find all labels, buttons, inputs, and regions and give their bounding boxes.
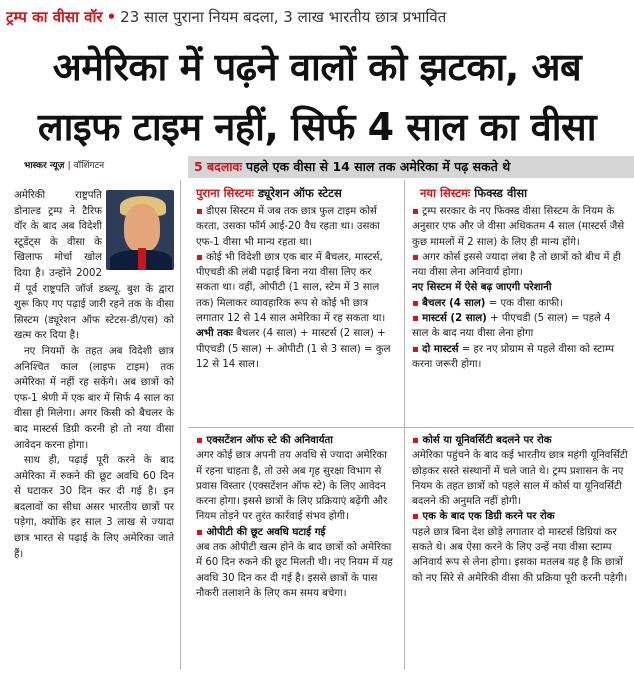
byline (24, 158, 104, 171)
kicker-label: ट्रम्प का वीसा वॉर (6, 8, 103, 26)
new-system-bullet-2: अगर कोर्स इससे ज्यादा लंबा है तो छात्रों को बीच में ही नया वीसा लेना अनिवार्य होगा। (412, 251, 621, 279)
new-system-row-3-label: दो मास्टर्स (422, 343, 459, 355)
new-system-row-1-label: बैचलर (4 साल) (422, 297, 486, 309)
old-system-label: पुराना सिस्टमः (196, 186, 254, 200)
portrait-photo (106, 190, 174, 270)
old-system-box (196, 204, 396, 424)
new-system-heading (420, 184, 527, 202)
old-system-title: ड्यूरेशन ऑफ स्टेटस (257, 186, 342, 200)
opt-text: अब तक ओपीटी खत्म होने के बाद छात्रों को अमेरिका में 60 दिन रुकने की छूट मिलती थी। नए नियम में यह अवधि 30 दिन कर दी गई है। इससे छात्रों के पास नौकरी तलाशने के लिए कम समय बचेगा। (196, 542, 393, 599)
course-change-title: कोर्स या यूनिवर्सिटी बदलने पर रोक (422, 435, 552, 446)
kicker-bullet: • (106, 8, 117, 26)
new-system-row-1-text: = एक वीसा काफी। (488, 297, 564, 309)
new-system-subheading: नए सिस्टम में ऐसे बढ़ जाएगी परेशानी (412, 282, 552, 294)
kicker-text: 23 साल पुराना नियम बदला, 3 लाख भारतीय छात्र प्रभावित (120, 8, 447, 26)
left-article (14, 188, 174, 668)
extension-text: अगर कोई छात्र अपनी तय अवधि से ज्यादा अमेरिका में रहना चाहता है, तो उसे अब गृह सुरक्षा विभाग से प्रवास विस्तार (एक्सटेंशन ऑफ स्टे) के लिए आवेदन करना होगा। इससे छात्रों के लिए प्रक्रियाएं बढ़ेंगी और नियम तोड़ने पर तुरंत कार्रवाई संभव होगी। (196, 450, 388, 523)
byline-place: वॉशिंगटन (73, 161, 105, 171)
old-system-bullet-2: कोई भी विदेशी छात्र एक बार में बैचलर, मास्टर्स, पीएचडी की लंबी पढ़ाई बिना नया वीसा लिए कर सकता था। वहीं, ओपीटी (1 साल, स्टेम में 3 साल तक) मिलाकर व्यावहारिक रूप से कोई भी छात्र लगातार 12 से 14 साल अमेरिका में रह सकता था। (196, 251, 386, 325)
degree-title: एक के बाद एक डिग्री करने पर रोक (422, 511, 555, 523)
new-system-label: नया सिस्टमः (420, 186, 471, 200)
course-change-text: अमेरिका पहुंचने के बाद कई भारतीय छात्र महंगी यूनिवर्सिटी छोड़कर सस्ते संस्थानों में चले जाते थे। ट्रम्प प्रशासन के नए नियम के तहत छात्रों को पहले साल में कोर्स या यूनिवर्सिटी बदलने की अनुमति नहीं होगी। (412, 450, 628, 508)
old-system-heading (196, 184, 342, 202)
bullet-icon: ▪ (412, 313, 419, 325)
extension-box (196, 433, 396, 671)
photo-face (124, 204, 160, 252)
bullet-icon: ▪ (412, 511, 419, 523)
bullet-icon: ▪ (412, 297, 419, 309)
bullet-icon: ▪ (412, 206, 419, 217)
byline-agency: भास्कर न्यूज़ (24, 161, 65, 171)
new-system-row-3-text: = हर नए प्रोग्राम से पहले वीसा को स्टाम्प करना जरूरी होगा। (412, 343, 614, 370)
new-system-row-2-label: मास्टर्स (2 साल) (422, 313, 487, 325)
column-divider-left (180, 180, 181, 670)
banner-tag: 5 बदलावः (194, 159, 243, 174)
degree-text: पहले छात्र बिना देश छोड़े लगातार दो मास्टर्स डिग्रियां कर सकते थे। अब ऐसा करने के लिए उन्हें नया वीसा स्टाम्प अनिवार्य रूप से लेना होगा। इसका मतलब यह है कि छात्रों को नए सिरे से अमेरिकी वीसा की प्रक्रिया पूरी करनी पड़ेगी। (412, 526, 628, 584)
section-divider (188, 427, 634, 428)
bullet-icon: ▪ (196, 526, 203, 538)
bullet-icon: ▪ (412, 435, 419, 446)
course-change-box (412, 433, 628, 671)
new-system-title: फिक्स्ड वीसा (474, 186, 528, 200)
extension-title: एक्सटेंशन ऑफ स्टे की अनिवार्यता (206, 435, 333, 446)
old-system-bullet-1: डीएस सिस्टम में जब तक छात्र फुल टाइम कोर्स करता, उसका फॉर्म आई-20 वैध रहता था। उसका एफ-1 वीसा भी मान्य रहता था। (196, 206, 380, 248)
old-system-example-text: बैचलर (4 साल) + मास्टर्स (2 साल) + पीएचडी (5 साल) + ओपीटी (1 से 3 साल) = कुल 12 से 14 साल। (196, 328, 391, 370)
article-paragraph-2: नए नियमों के तहत अब विदेशी छात्र अनिश्चित काल (लाइफ टाइम) तक अमेरिका में नहीं रह सकेंगे। अब छात्रों को एफ-1 श्रेणी में एक बार में सिर्फ 4 साल का वीसा ही मिलेगा। अगर किसी को बैचलर के बाद मास्टर्स डिग्री करनी हो तो नया वीसा आवेदन करना होगा। (14, 345, 174, 451)
article-paragraph-1: अमेरिकी राष्ट्रपति डोनाल्ड ट्रम्प ने टैरिफ वॉर के बाद अब विदेशी स्टूडेंट्स के वीसा के खिलाफ मोर्चा खोल दिया है। उन्होंने 2002 में पूर्व राष्ट्रपति जॉर्ज डब्ल्यू. बुश के द्वारा शुरू किए गए पढ़ाई जारी रहने तक के वीसा सिस्टम (ड्यूरेशन ऑफ स्टेटस-डी/एस) को खत्म कर दिया है। (14, 190, 174, 342)
old-system-example-label: अभी तकः (196, 328, 233, 340)
bullet-icon: ▪ (196, 435, 203, 446)
headline-line-1: अमेरिका में पढ़ने वालों को झटका, अब (52, 45, 582, 89)
byline-separator: | (67, 161, 71, 171)
article-paragraph-3: साथ ही, पढ़ाई पूरी करने के बाद अमेरिका में रुकने की छूट अवधि 60 दिन से घटाकर 30 दिन कर दी गई है। इन बदलावों का सीधा असर भारतीय छात्रों पर पड़ेगा, क्योंकि हर साल 3 लाख से ज्यादा छात्र भारत से पढ़ाई के लिए अमेरिका जाते हैं। (14, 455, 174, 560)
photo-tie (138, 248, 146, 270)
headline-line-2: लाइफ टाइम नहीं, सिर्फ 4 साल का वीसा (37, 105, 597, 149)
new-system-box (412, 204, 628, 424)
changes-banner (188, 156, 634, 178)
bullet-icon: ▪ (196, 206, 203, 217)
bullet-icon: ▪ (412, 343, 419, 355)
kicker (6, 4, 630, 30)
bullet-icon: ▪ (196, 251, 203, 263)
new-system-bullet-1: ट्रम्प सरकार के नए फिक्स्ड वीसा सिस्टम के नियम के अनुसार एफ और जे वीसा अधिकतम 4 साल (मास्टर्स जैसे कुछ मामलों में 2 साल) के लिए ही मान्य होंगे। (412, 206, 625, 248)
new-system-row-2-text: + पीएचडी (5 साल) = पहले 4 साल के बाद नया वीसा लेना होगा (412, 313, 611, 340)
opt-title: ओपीटी की छूट अवधि घटाई गई (206, 526, 326, 538)
banner-text: पहले एक वीसा से 14 साल तक अमेरिका में पढ़ सकते थे (246, 159, 511, 174)
column-divider-right (404, 180, 405, 670)
bullet-icon: ▪ (412, 251, 419, 263)
